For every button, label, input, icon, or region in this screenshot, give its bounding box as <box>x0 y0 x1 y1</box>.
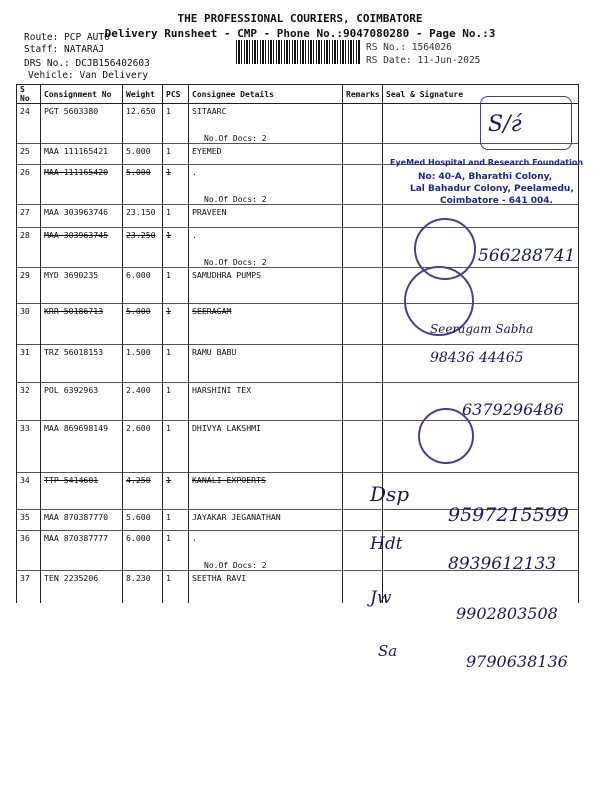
cell-sno <box>17 228 41 268</box>
cell-remarks <box>343 421 383 473</box>
cell-remarks <box>343 165 383 205</box>
cell-consignee <box>189 304 343 345</box>
cell-sno-text: 26 <box>20 167 30 177</box>
cell-consignee <box>189 205 343 228</box>
cell-consignee-text: . <box>192 167 197 177</box>
cell-consignee <box>189 421 343 473</box>
cell-pcs-text: 1 <box>166 423 171 433</box>
cell-pcs-text: 1 <box>166 146 171 156</box>
cell-consignment <box>41 473 123 510</box>
cell-consignment-text: MYD 3690235 <box>44 270 99 280</box>
cell-sno-text: 36 <box>20 533 30 543</box>
cell-weight-text: 1.500 <box>126 347 151 357</box>
cell-weight-text: 5.600 <box>126 512 151 522</box>
cell-consignee-text: SITAARC <box>192 106 227 116</box>
cell-weight-text: 23.150 <box>126 207 156 217</box>
cell-sno-text: 33 <box>20 423 30 433</box>
cell-pcs-text: 1 <box>166 207 171 217</box>
cell-sno-text: 31 <box>20 347 30 357</box>
cell-consignee <box>189 268 343 304</box>
cell-pcs-text: 1 <box>166 270 171 280</box>
cell-pcs <box>163 571 189 603</box>
cell-weight <box>123 510 163 531</box>
cell-sno <box>17 104 41 144</box>
cell-consignment-text: MAA 111165420 <box>44 167 109 177</box>
cell-consignment-text: MAA 111165421 <box>44 146 109 156</box>
cell-pcs <box>163 304 189 345</box>
cell-consignee-text: SAMUDHRA PUMPS <box>192 270 262 280</box>
cell-pcs <box>163 383 189 421</box>
cell-consignment <box>41 228 123 268</box>
cell-consignee <box>189 571 343 603</box>
col-weight: Weight <box>123 85 163 104</box>
route-label: Route: PCP AUTO <box>24 32 110 43</box>
cell-sno <box>17 304 41 345</box>
cell-weight-text: 5.000 <box>126 167 151 177</box>
cell-seal <box>383 571 579 603</box>
cell-sno <box>17 473 41 510</box>
cell-pcs <box>163 345 189 383</box>
cell-consignee-text: JAYAKAR JEGANATHAN <box>192 512 281 522</box>
cell-consignee-text: EYEMED <box>192 146 222 156</box>
eyemed-seal-addr3: Coimbatore - 641 004. <box>440 196 553 206</box>
table-row <box>17 205 579 228</box>
cell-consignment-text: MAA 303963746 <box>44 207 109 217</box>
cell-weight-text: 2.600 <box>126 423 151 433</box>
runsheet-title: Delivery Runsheet - CMP - Phone No.:9047080280 - Page No.:3 <box>104 27 496 40</box>
cell-weight-text: 8.230 <box>126 573 151 583</box>
cell-consignment <box>41 383 123 421</box>
hw-phone-33: 9597215599 <box>448 504 569 526</box>
cell-remarks <box>343 345 383 383</box>
cell-consignment-text: TEN 2235206 <box>44 573 99 583</box>
cell-pcs-text: 1 <box>166 306 171 316</box>
cell-consignee-text: . <box>192 533 197 543</box>
cell-consignment-text: MAA 870387770 <box>44 512 109 522</box>
cell-sno <box>17 531 41 571</box>
cell-pcs-text: 1 <box>166 106 171 116</box>
docs-count: No.Of Docs: 2 <box>204 561 267 570</box>
cell-consignment <box>41 205 123 228</box>
cell-pcs <box>163 531 189 571</box>
hw-phone-35: 8939612133 <box>448 554 557 574</box>
col-seal: Seal & Signature <box>383 85 579 104</box>
cell-weight <box>123 571 163 603</box>
cell-weight-text: 2.400 <box>126 385 151 395</box>
cell-consignment <box>41 304 123 345</box>
docs-count: No.Of Docs: 2 <box>204 134 267 143</box>
cell-consignee <box>189 510 343 531</box>
cell-consignment-text: TTP 5414601 <box>44 475 99 485</box>
cell-consignee <box>189 165 343 205</box>
cell-consignee-text: . <box>192 230 197 240</box>
cell-remarks <box>343 510 383 531</box>
cell-consignment <box>41 144 123 165</box>
cell-consignment <box>41 531 123 571</box>
cell-weight-text: 6.000 <box>126 270 151 280</box>
signature-34: Hdt <box>370 534 403 554</box>
cell-sno-text: 28 <box>20 230 30 240</box>
col-consignee: Consignee Details <box>189 85 343 104</box>
cell-sno-text: 25 <box>20 146 30 156</box>
cell-pcs-text: 1 <box>166 347 171 357</box>
cell-consignment-text: TRZ 56018153 <box>44 347 104 357</box>
cell-weight <box>123 531 163 571</box>
cell-remarks <box>343 104 383 144</box>
cell-sno <box>17 345 41 383</box>
cell-weight <box>123 345 163 383</box>
hw-phone-36: 9902803508 <box>456 604 558 623</box>
hw-phone-30: 98436 44465 <box>430 350 524 366</box>
cell-weight <box>123 104 163 144</box>
cell-pcs <box>163 421 189 473</box>
cell-consignee <box>189 345 343 383</box>
cell-consignee <box>189 228 343 268</box>
cell-sno-text: 35 <box>20 512 30 522</box>
signature-35: Jw <box>370 588 392 608</box>
cell-remarks <box>343 383 383 421</box>
cell-weight-text: 12.650 <box>126 106 156 116</box>
cell-seal <box>383 421 579 473</box>
cell-pcs <box>163 205 189 228</box>
cell-weight <box>123 165 163 205</box>
cell-consignee-text: PRAVEEN <box>192 207 227 217</box>
cell-consignment <box>41 345 123 383</box>
cell-sno-text: 24 <box>20 106 30 116</box>
cell-consignee-text: DHIVYA LAKSHMI <box>192 423 262 433</box>
col-sno: S No <box>17 85 41 104</box>
eyemed-seal-name: EyeMed Hospital and Research Foundation <box>390 158 584 167</box>
cell-consignment <box>41 104 123 144</box>
cell-weight-text: 5.000 <box>126 306 151 316</box>
cell-weight <box>123 473 163 510</box>
col-pcs: PCS <box>163 85 189 104</box>
cell-weight-text: 5.000 <box>126 146 151 156</box>
cell-consignment-text: PGT 5603380 <box>44 106 99 116</box>
cell-consignee <box>189 473 343 510</box>
barcode <box>236 40 360 64</box>
cell-weight <box>123 205 163 228</box>
cell-pcs <box>163 144 189 165</box>
cell-remarks <box>343 268 383 304</box>
cell-consignee-text: KANALI EXPOERTS <box>192 475 266 485</box>
table-row <box>17 571 579 603</box>
cell-consignee <box>189 383 343 421</box>
cell-sno-text: 30 <box>20 306 30 316</box>
company-title: THE PROFESSIONAL COURIERS, COIMBATORE <box>177 12 423 25</box>
cell-sno <box>17 144 41 165</box>
docs-count: No.Of Docs: 2 <box>204 195 267 204</box>
cell-pcs <box>163 268 189 304</box>
cell-consignment <box>41 421 123 473</box>
cell-pcs <box>163 228 189 268</box>
cell-pcs-text: 1 <box>166 573 171 583</box>
cell-consignee <box>189 144 343 165</box>
cell-sno <box>17 205 41 228</box>
rs-number: RS No.: 1564026 <box>366 42 452 53</box>
cell-sno-text: 29 <box>20 270 30 280</box>
drs-number: DRS No.: DCJB156402603 <box>24 58 150 69</box>
cell-pcs-text: 1 <box>166 512 171 522</box>
cell-pcs <box>163 510 189 531</box>
cell-weight <box>123 304 163 345</box>
staff-label: Staff: NATARAJ <box>24 44 105 55</box>
cell-sno-text: 37 <box>20 573 30 583</box>
col-consignment: Consignment No <box>41 85 123 104</box>
cell-pcs <box>163 473 189 510</box>
cell-sno <box>17 421 41 473</box>
hw-phone-37: 9790638136 <box>466 652 568 671</box>
eyemed-seal-addr1: No: 40-A, Bharathi Colony, <box>418 172 553 182</box>
cell-weight <box>123 144 163 165</box>
cell-weight-text: 4.250 <box>126 475 151 485</box>
hw-phone-29: 566288741 <box>478 246 576 266</box>
cell-sno <box>17 571 41 603</box>
cell-consignment <box>41 165 123 205</box>
cell-pcs-text: 1 <box>166 385 171 395</box>
cell-sno-text: 34 <box>20 475 30 485</box>
signature-37: Sa <box>378 642 398 660</box>
cell-remarks <box>343 205 383 228</box>
cell-consignment-text: POL 6392963 <box>44 385 99 395</box>
table-row <box>17 421 579 473</box>
cell-weight <box>123 421 163 473</box>
cell-weight <box>123 228 163 268</box>
cell-consignee-text: RAMU BABU <box>192 347 237 357</box>
cell-seal <box>383 205 579 228</box>
cell-consignment <box>41 510 123 531</box>
cell-pcs <box>163 104 189 144</box>
cell-pcs <box>163 165 189 205</box>
rs-date: RS Date: 11-Jun-2025 <box>366 55 481 66</box>
docs-count: No.Of Docs: 2 <box>204 258 267 267</box>
cell-remarks <box>343 304 383 345</box>
cell-sno-text: 32 <box>20 385 30 395</box>
cell-consignee <box>189 531 343 571</box>
signature-33: Dsp <box>370 482 410 506</box>
col-remarks: Remarks <box>343 85 383 104</box>
cell-weight <box>123 383 163 421</box>
cell-sno <box>17 268 41 304</box>
cell-consignee-text: SEERAGAM <box>192 306 232 316</box>
cell-weight-text: 6.000 <box>126 533 151 543</box>
cell-sno-text: 27 <box>20 207 30 217</box>
cell-weight <box>123 268 163 304</box>
cell-remarks <box>343 144 383 165</box>
table-row <box>17 268 579 304</box>
cell-consignment <box>41 571 123 603</box>
hw-name-30: Seeragam Sabha <box>430 322 534 336</box>
cell-sno <box>17 510 41 531</box>
cell-consignment-text: KRR 50186713 <box>44 306 104 316</box>
cell-remarks <box>343 228 383 268</box>
cell-pcs-text: 1 <box>166 230 171 240</box>
cell-consignment-text: MAA 869698149 <box>44 423 109 433</box>
vehicle-label: Vehicle: Van Delivery <box>28 70 149 81</box>
signature-24: Ѕ/ѓ <box>488 112 522 137</box>
cell-sno <box>17 165 41 205</box>
cell-consignee-text: HARSHINI TEX <box>192 385 252 395</box>
cell-pcs-text: 1 <box>166 533 171 543</box>
hw-phone-32: 6379296486 <box>462 400 564 419</box>
cell-consignment <box>41 268 123 304</box>
cell-consignment-text: MAA 303963745 <box>44 230 109 240</box>
cell-consignee <box>189 104 343 144</box>
eyemed-seal-addr2: Lal Bahadur Colony, Peelamedu, <box>410 184 574 194</box>
cell-pcs-text: 1 <box>166 167 171 177</box>
cell-consignee-text: SEETHA RAVI <box>192 573 247 583</box>
cell-consignment-text: MAA 870387777 <box>44 533 109 543</box>
cell-pcs-text: 1 <box>166 475 171 485</box>
cell-weight-text: 23.250 <box>126 230 156 240</box>
cell-sno <box>17 383 41 421</box>
